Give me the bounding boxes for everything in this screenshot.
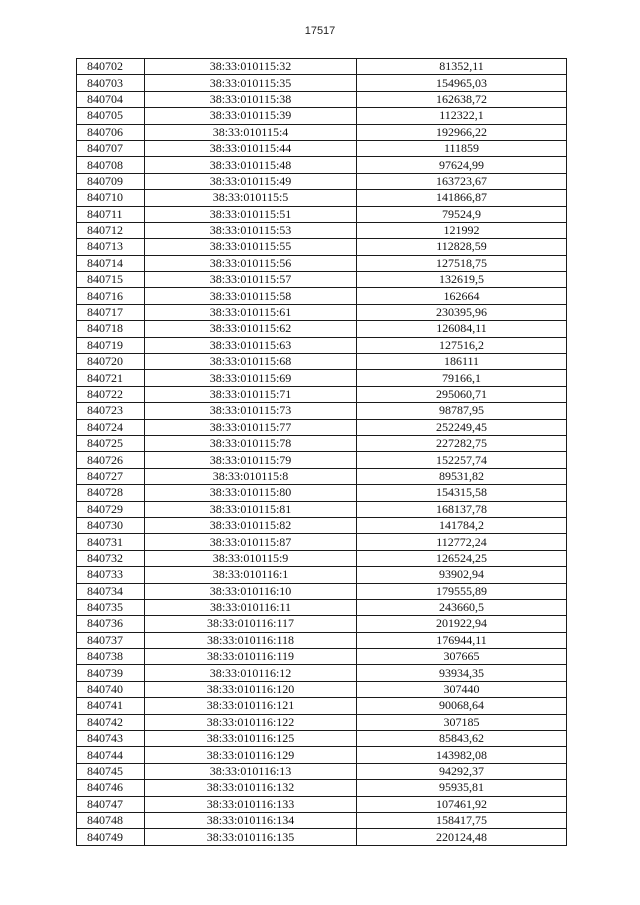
table-row: [77, 59, 567, 75]
cadastral-number-cell: 38:33:010116:120: [145, 681, 357, 697]
row-id-cell: 840745: [77, 763, 145, 779]
cadastral-value-cell: 186111: [357, 354, 567, 370]
cadastral-number-cell: 38:33:010115:78: [145, 435, 357, 451]
cadastral-value-cell: 163723,67: [357, 173, 567, 189]
row-id-cell: 840731: [77, 534, 145, 550]
cadastral-value-cell: 141866,87: [357, 190, 567, 206]
row-id-cell: 840720: [77, 354, 145, 370]
cadastral-number-cell: 38:33:010115:62: [145, 321, 357, 337]
row-id-cell: 840703: [77, 75, 145, 91]
row-id-cell: 840705: [77, 108, 145, 124]
table-row: [77, 222, 567, 238]
cadastral-number-cell: 38:33:010115:63: [145, 337, 357, 353]
cadastral-number-cell: 38:33:010115:4: [145, 124, 357, 140]
table-row: [77, 812, 567, 828]
cadastral-value-cell: 126084,11: [357, 321, 567, 337]
table-row: [77, 583, 567, 599]
row-id-cell: 840723: [77, 403, 145, 419]
cadastral-number-cell: 38:33:010115:77: [145, 419, 357, 435]
cadastral-number-cell: 38:33:010116:132: [145, 780, 357, 796]
cadastral-value-cell: 295060,71: [357, 386, 567, 402]
cadastral-number-cell: 38:33:010115:56: [145, 255, 357, 271]
table-row: [77, 190, 567, 206]
cadastral-number-cell: 38:33:010115:35: [145, 75, 357, 91]
table-row: [77, 714, 567, 730]
cadastral-number-cell: 38:33:010115:58: [145, 288, 357, 304]
row-id-cell: 840719: [77, 337, 145, 353]
table-row: [77, 763, 567, 779]
table-row: [77, 370, 567, 386]
cadastral-number-cell: 38:33:010115:48: [145, 157, 357, 173]
cadastral-number-cell: 38:33:010115:79: [145, 452, 357, 468]
cadastral-number-cell: 38:33:010116:133: [145, 796, 357, 812]
cadastral-value-cell: 162638,72: [357, 91, 567, 107]
cadastral-value-cell: 162664: [357, 288, 567, 304]
cadastral-number-cell: 38:33:010115:87: [145, 534, 357, 550]
table-row: [77, 517, 567, 533]
row-id-cell: 840725: [77, 435, 145, 451]
table-row: [77, 435, 567, 451]
row-id-cell: 840749: [77, 829, 145, 845]
table-row: [77, 239, 567, 255]
cadastral-value-cell: 89531,82: [357, 468, 567, 484]
table-row: [77, 108, 567, 124]
row-id-cell: 840734: [77, 583, 145, 599]
cadastral-value-cell: 79166,1: [357, 370, 567, 386]
row-id-cell: 840718: [77, 321, 145, 337]
cadastral-number-cell: 38:33:010116:122: [145, 714, 357, 730]
cadastral-number-cell: 38:33:010115:5: [145, 190, 357, 206]
row-id-cell: 840739: [77, 665, 145, 681]
cadastral-number-cell: 38:33:010115:8: [145, 468, 357, 484]
cadastral-number-cell: 38:33:010115:44: [145, 140, 357, 156]
cadastral-number-cell: 38:33:010115:49: [145, 173, 357, 189]
cadastral-value-cell: 141784,2: [357, 517, 567, 533]
row-id-cell: 840721: [77, 370, 145, 386]
row-id-cell: 840732: [77, 550, 145, 566]
row-id-cell: 840727: [77, 468, 145, 484]
table-body: [77, 59, 567, 846]
cadastral-value-cell: 90068,64: [357, 698, 567, 714]
cadastral-value-cell: 307440: [357, 681, 567, 697]
cadastral-number-cell: 38:33:010115:69: [145, 370, 357, 386]
table-row: [77, 452, 567, 468]
table-row: [77, 829, 567, 845]
cadastral-number-cell: 38:33:010115:71: [145, 386, 357, 402]
cadastral-value-cell: 112772,24: [357, 534, 567, 550]
table-row: [77, 747, 567, 763]
cadastral-number-cell: 38:33:010115:68: [145, 354, 357, 370]
table-row: [77, 665, 567, 681]
row-id-cell: 840715: [77, 272, 145, 288]
cadastral-value-cell: 126524,25: [357, 550, 567, 566]
cadastral-value-cell: 107461,92: [357, 796, 567, 812]
row-id-cell: 840735: [77, 599, 145, 615]
row-id-cell: 840708: [77, 157, 145, 173]
table-row: [77, 501, 567, 517]
table-row: [77, 206, 567, 222]
cadastral-value-cell: 81352,11: [357, 59, 567, 75]
table-row: [77, 796, 567, 812]
cadastral-value-cell: 252249,45: [357, 419, 567, 435]
row-id-cell: 840738: [77, 649, 145, 665]
cadastral-value-cell: 111859: [357, 140, 567, 156]
row-id-cell: 840716: [77, 288, 145, 304]
cadastral-number-cell: 38:33:010116:11: [145, 599, 357, 615]
table-row: [77, 681, 567, 697]
row-id-cell: 840742: [77, 714, 145, 730]
cadastral-number-cell: 38:33:010115:73: [145, 403, 357, 419]
cadastral-value-cell: 220124,48: [357, 829, 567, 845]
cadastral-value-cell: 201922,94: [357, 616, 567, 632]
cadastral-number-cell: 38:33:010116:12: [145, 665, 357, 681]
cadastral-number-cell: 38:33:010116:119: [145, 649, 357, 665]
table-row: [77, 140, 567, 156]
cadastral-number-cell: 38:33:010115:80: [145, 485, 357, 501]
cadastral-value-cell: 112828,59: [357, 239, 567, 255]
cadastral-value-cell: 94292,37: [357, 763, 567, 779]
row-id-cell: 840740: [77, 681, 145, 697]
cadastral-value-cell: 79524,9: [357, 206, 567, 222]
cadastral-value-cell: 179555,89: [357, 583, 567, 599]
row-id-cell: 840729: [77, 501, 145, 517]
cadastral-number-cell: 38:33:010116:117: [145, 616, 357, 632]
table-row: [77, 567, 567, 583]
cadastral-value-cell: 97624,99: [357, 157, 567, 173]
row-id-cell: 840706: [77, 124, 145, 140]
table-row: [77, 731, 567, 747]
row-id-cell: 840733: [77, 567, 145, 583]
cadastral-number-cell: 38:33:010116:125: [145, 731, 357, 747]
row-id-cell: 840744: [77, 747, 145, 763]
table-row: [77, 354, 567, 370]
row-id-cell: 840728: [77, 485, 145, 501]
cadastral-value-cell: 127518,75: [357, 255, 567, 271]
row-id-cell: 840712: [77, 222, 145, 238]
cadastral-value-cell: 168137,78: [357, 501, 567, 517]
table-row: [77, 599, 567, 615]
row-id-cell: 840724: [77, 419, 145, 435]
table-row: [77, 485, 567, 501]
cadastral-value-cell: 152257,74: [357, 452, 567, 468]
cadastral-number-cell: 38:33:010116:135: [145, 829, 357, 845]
row-id-cell: 840711: [77, 206, 145, 222]
row-id-cell: 840726: [77, 452, 145, 468]
row-id-cell: 840713: [77, 239, 145, 255]
table-row: [77, 288, 567, 304]
row-id-cell: 840722: [77, 386, 145, 402]
table-row: [77, 550, 567, 566]
cadastral-value-cell: 307665: [357, 649, 567, 665]
row-id-cell: 840702: [77, 59, 145, 75]
cadastral-value-cell: 121992: [357, 222, 567, 238]
cadastral-value-cell: 95935,81: [357, 780, 567, 796]
row-id-cell: 840741: [77, 698, 145, 714]
cadastral-value-cell: 85843,62: [357, 731, 567, 747]
page-number: 17517: [304, 25, 336, 37]
cadastral-number-cell: 38:33:010115:39: [145, 108, 357, 124]
table-row: [77, 272, 567, 288]
table-row: [77, 632, 567, 648]
cadastral-number-cell: 38:33:010116:1: [145, 567, 357, 583]
cadastral-value-cell: 143982,08: [357, 747, 567, 763]
table-row: [77, 321, 567, 337]
table-row: [77, 534, 567, 550]
table-row: [77, 173, 567, 189]
row-id-cell: 840714: [77, 255, 145, 271]
cadastral-value-cell: 93902,94: [357, 567, 567, 583]
cadastral-value-cell: 154315,58: [357, 485, 567, 501]
cadastral-number-cell: 38:33:010116:118: [145, 632, 357, 648]
cadastral-number-cell: 38:33:010115:81: [145, 501, 357, 517]
table-row: [77, 255, 567, 271]
cadastral-value-cell: 176944,11: [357, 632, 567, 648]
row-id-cell: 840707: [77, 140, 145, 156]
cadastral-number-cell: 38:33:010116:13: [145, 763, 357, 779]
table-row: [77, 649, 567, 665]
cadastral-number-cell: 38:33:010115:53: [145, 222, 357, 238]
cadastral-number-cell: 38:33:010115:9: [145, 550, 357, 566]
cadastral-value-cell: 158417,75: [357, 812, 567, 828]
cadastral-number-cell: 38:33:010116:121: [145, 698, 357, 714]
table-row: [77, 403, 567, 419]
table-row: [77, 468, 567, 484]
row-id-cell: 840748: [77, 812, 145, 828]
table-row: [77, 337, 567, 353]
cadastral-value-cell: 127516,2: [357, 337, 567, 353]
table-row: [77, 698, 567, 714]
cadastral-value-cell: 230395,96: [357, 304, 567, 320]
cadastral-value-cell: 227282,75: [357, 435, 567, 451]
table-row: [77, 157, 567, 173]
cadastral-value-cell: 132619,5: [357, 272, 567, 288]
cadastral-number-cell: 38:33:010115:61: [145, 304, 357, 320]
row-id-cell: 840717: [77, 304, 145, 320]
row-id-cell: 840736: [77, 616, 145, 632]
row-id-cell: 840709: [77, 173, 145, 189]
table-row: [77, 124, 567, 140]
row-id-cell: 840710: [77, 190, 145, 206]
cadastral-number-cell: 38:33:010115:51: [145, 206, 357, 222]
table-row: [77, 304, 567, 320]
table-row: [77, 75, 567, 91]
cadastral-number-cell: 38:33:010116:134: [145, 812, 357, 828]
table-row: [77, 91, 567, 107]
cadastral-number-cell: 38:33:010115:32: [145, 59, 357, 75]
row-id-cell: 840743: [77, 731, 145, 747]
row-id-cell: 840737: [77, 632, 145, 648]
table-row: [77, 386, 567, 402]
row-id-cell: 840746: [77, 780, 145, 796]
table-row: [77, 419, 567, 435]
row-id-cell: 840747: [77, 796, 145, 812]
cadastral-number-cell: 38:33:010115:38: [145, 91, 357, 107]
cadastral-number-cell: 38:33:010115:82: [145, 517, 357, 533]
cadastral-number-cell: 38:33:010116:129: [145, 747, 357, 763]
table-row: [77, 616, 567, 632]
cadastral-value-cell: 154965,03: [357, 75, 567, 91]
cadastral-number-cell: 38:33:010116:10: [145, 583, 357, 599]
cadastral-value-cell: 307185: [357, 714, 567, 730]
cadastral-value-cell: 192966,22: [357, 124, 567, 140]
cadastral-value-cell: 93934,35: [357, 665, 567, 681]
row-id-cell: 840730: [77, 517, 145, 533]
row-id-cell: 840704: [77, 91, 145, 107]
cadastral-number-cell: 38:33:010115:57: [145, 272, 357, 288]
cadastral-value-table: [76, 58, 567, 846]
cadastral-value-cell: 98787,95: [357, 403, 567, 419]
table-row: [77, 780, 567, 796]
cadastral-number-cell: 38:33:010115:55: [145, 239, 357, 255]
cadastral-value-cell: 112322,1: [357, 108, 567, 124]
cadastral-value-cell: 243660,5: [357, 599, 567, 615]
